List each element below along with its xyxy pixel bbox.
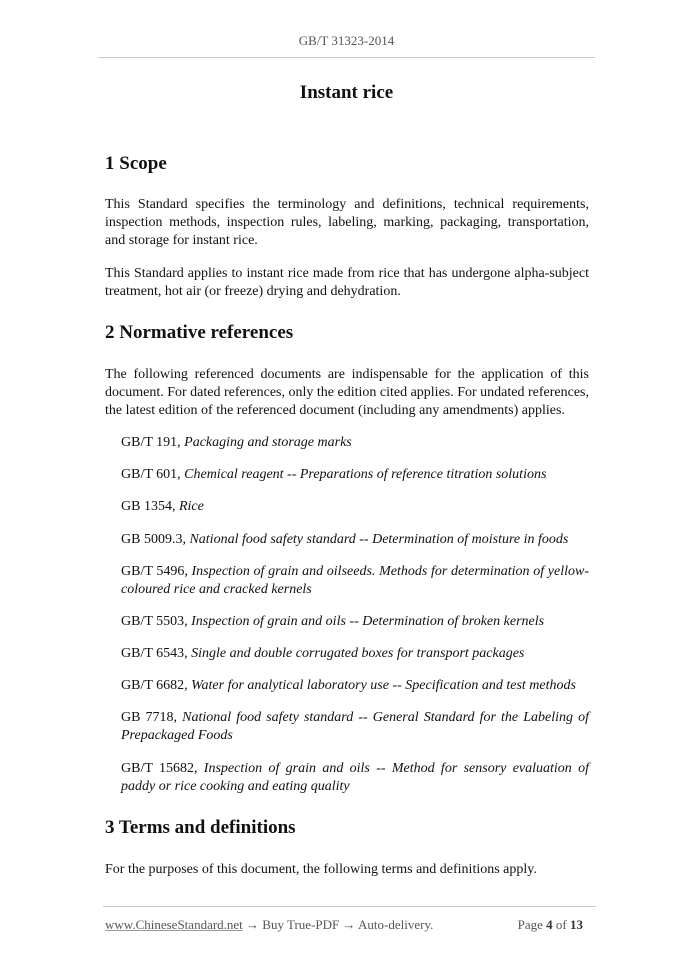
reference-title: Rice	[178, 499, 204, 514]
auto-delivery-text: Auto-delivery.	[358, 917, 434, 932]
header-divider	[98, 57, 595, 58]
reference-item	[121, 760, 589, 796]
normative-intro-paragraph: The following referenced documents are indispensable for the application of this document. For dated references, only the edition cited applies. For undated references, the latest edition of the referenced document (including any amendments) applies.	[105, 367, 589, 418]
reference-item	[121, 645, 589, 663]
arrow-right-icon: →	[339, 917, 359, 932]
reference-item	[121, 709, 589, 745]
reference-title: Water for analytical laboratory use -- Specification and test methods	[191, 678, 576, 693]
reference-code: GB 5009.3,	[121, 532, 186, 547]
reference-title: Inspection of grain and oils -- Method for sensory evaluation of paddy or rice cooking and eating quality	[121, 761, 589, 794]
reference-code: GB/T 5496,	[121, 564, 188, 579]
reference-code: GB/T 191,	[121, 435, 181, 450]
reference-item	[121, 563, 589, 599]
document-title: Instant rice	[299, 82, 394, 103]
arrow-right-icon: →	[242, 917, 263, 932]
reference-code: GB/T 5503,	[121, 614, 188, 629]
reference-title: National food safety standard -- Determination of moisture in foods	[189, 532, 569, 547]
page-current: 4	[546, 917, 553, 932]
reference-title: Inspection of grain and oils -- Determination of broken kernels	[191, 614, 545, 629]
page-number	[518, 917, 583, 933]
page-of-label: of	[555, 917, 567, 932]
section-heading-scope: 1 Scope	[105, 153, 167, 174]
reference-item	[121, 531, 589, 549]
reference-title: Inspection of grain and oilseeds. Methods for determination of yellow-coloured rice and cracked kernels	[121, 564, 590, 597]
buy-true-pdf-text: Buy True-PDF	[262, 917, 340, 932]
reference-code: GB/T 601,	[121, 467, 181, 482]
scope-paragraph-2: This Standard applies to instant rice made from rice that has undergone alpha-subject treatment, hot air (or freeze) drying and dehydration.	[105, 266, 589, 299]
scope-paragraph-1: This Standard specifies the terminology and definitions, technical requirements, inspection methods, inspection rules, labeling, marking, packaging, transportation, and storage for instant rice.	[105, 197, 589, 248]
page-label: Page	[517, 917, 543, 932]
reference-code: GB/T 6682,	[121, 678, 188, 693]
page-total: 13	[570, 917, 583, 932]
terms-intro-paragraph: For the purposes of this document, the following terms and definitions apply.	[105, 862, 537, 877]
reference-code: GB/T 15682,	[121, 761, 198, 776]
reference-code: GB 7718,	[121, 710, 178, 725]
footer-promo	[105, 917, 433, 933]
reference-item	[121, 498, 589, 516]
reference-item	[121, 434, 589, 452]
chinesestandard-link[interactable]: www.ChineseStandard.net	[105, 917, 243, 932]
reference-item	[121, 466, 589, 484]
reference-item	[121, 677, 589, 695]
reference-title: National food safety standard -- General Standard for the Labeling of Prepackaged Foods	[121, 710, 589, 743]
section-heading-normative-references: 2 Normative references	[105, 322, 294, 343]
reference-code: GB 1354,	[121, 499, 176, 514]
reference-title: Packaging and storage marks	[184, 435, 352, 450]
footer-divider	[103, 906, 596, 907]
reference-code: GB/T 6543,	[121, 646, 188, 661]
reference-title: Single and double corrugated boxes for transport packages	[191, 646, 525, 661]
running-header: GB/T 31323-2014	[298, 33, 395, 48]
reference-title: Chemical reagent -- Preparations of reference titration solutions	[184, 467, 547, 482]
section-heading-terms-definitions: 3 Terms and definitions	[105, 817, 296, 838]
reference-item	[121, 613, 589, 631]
